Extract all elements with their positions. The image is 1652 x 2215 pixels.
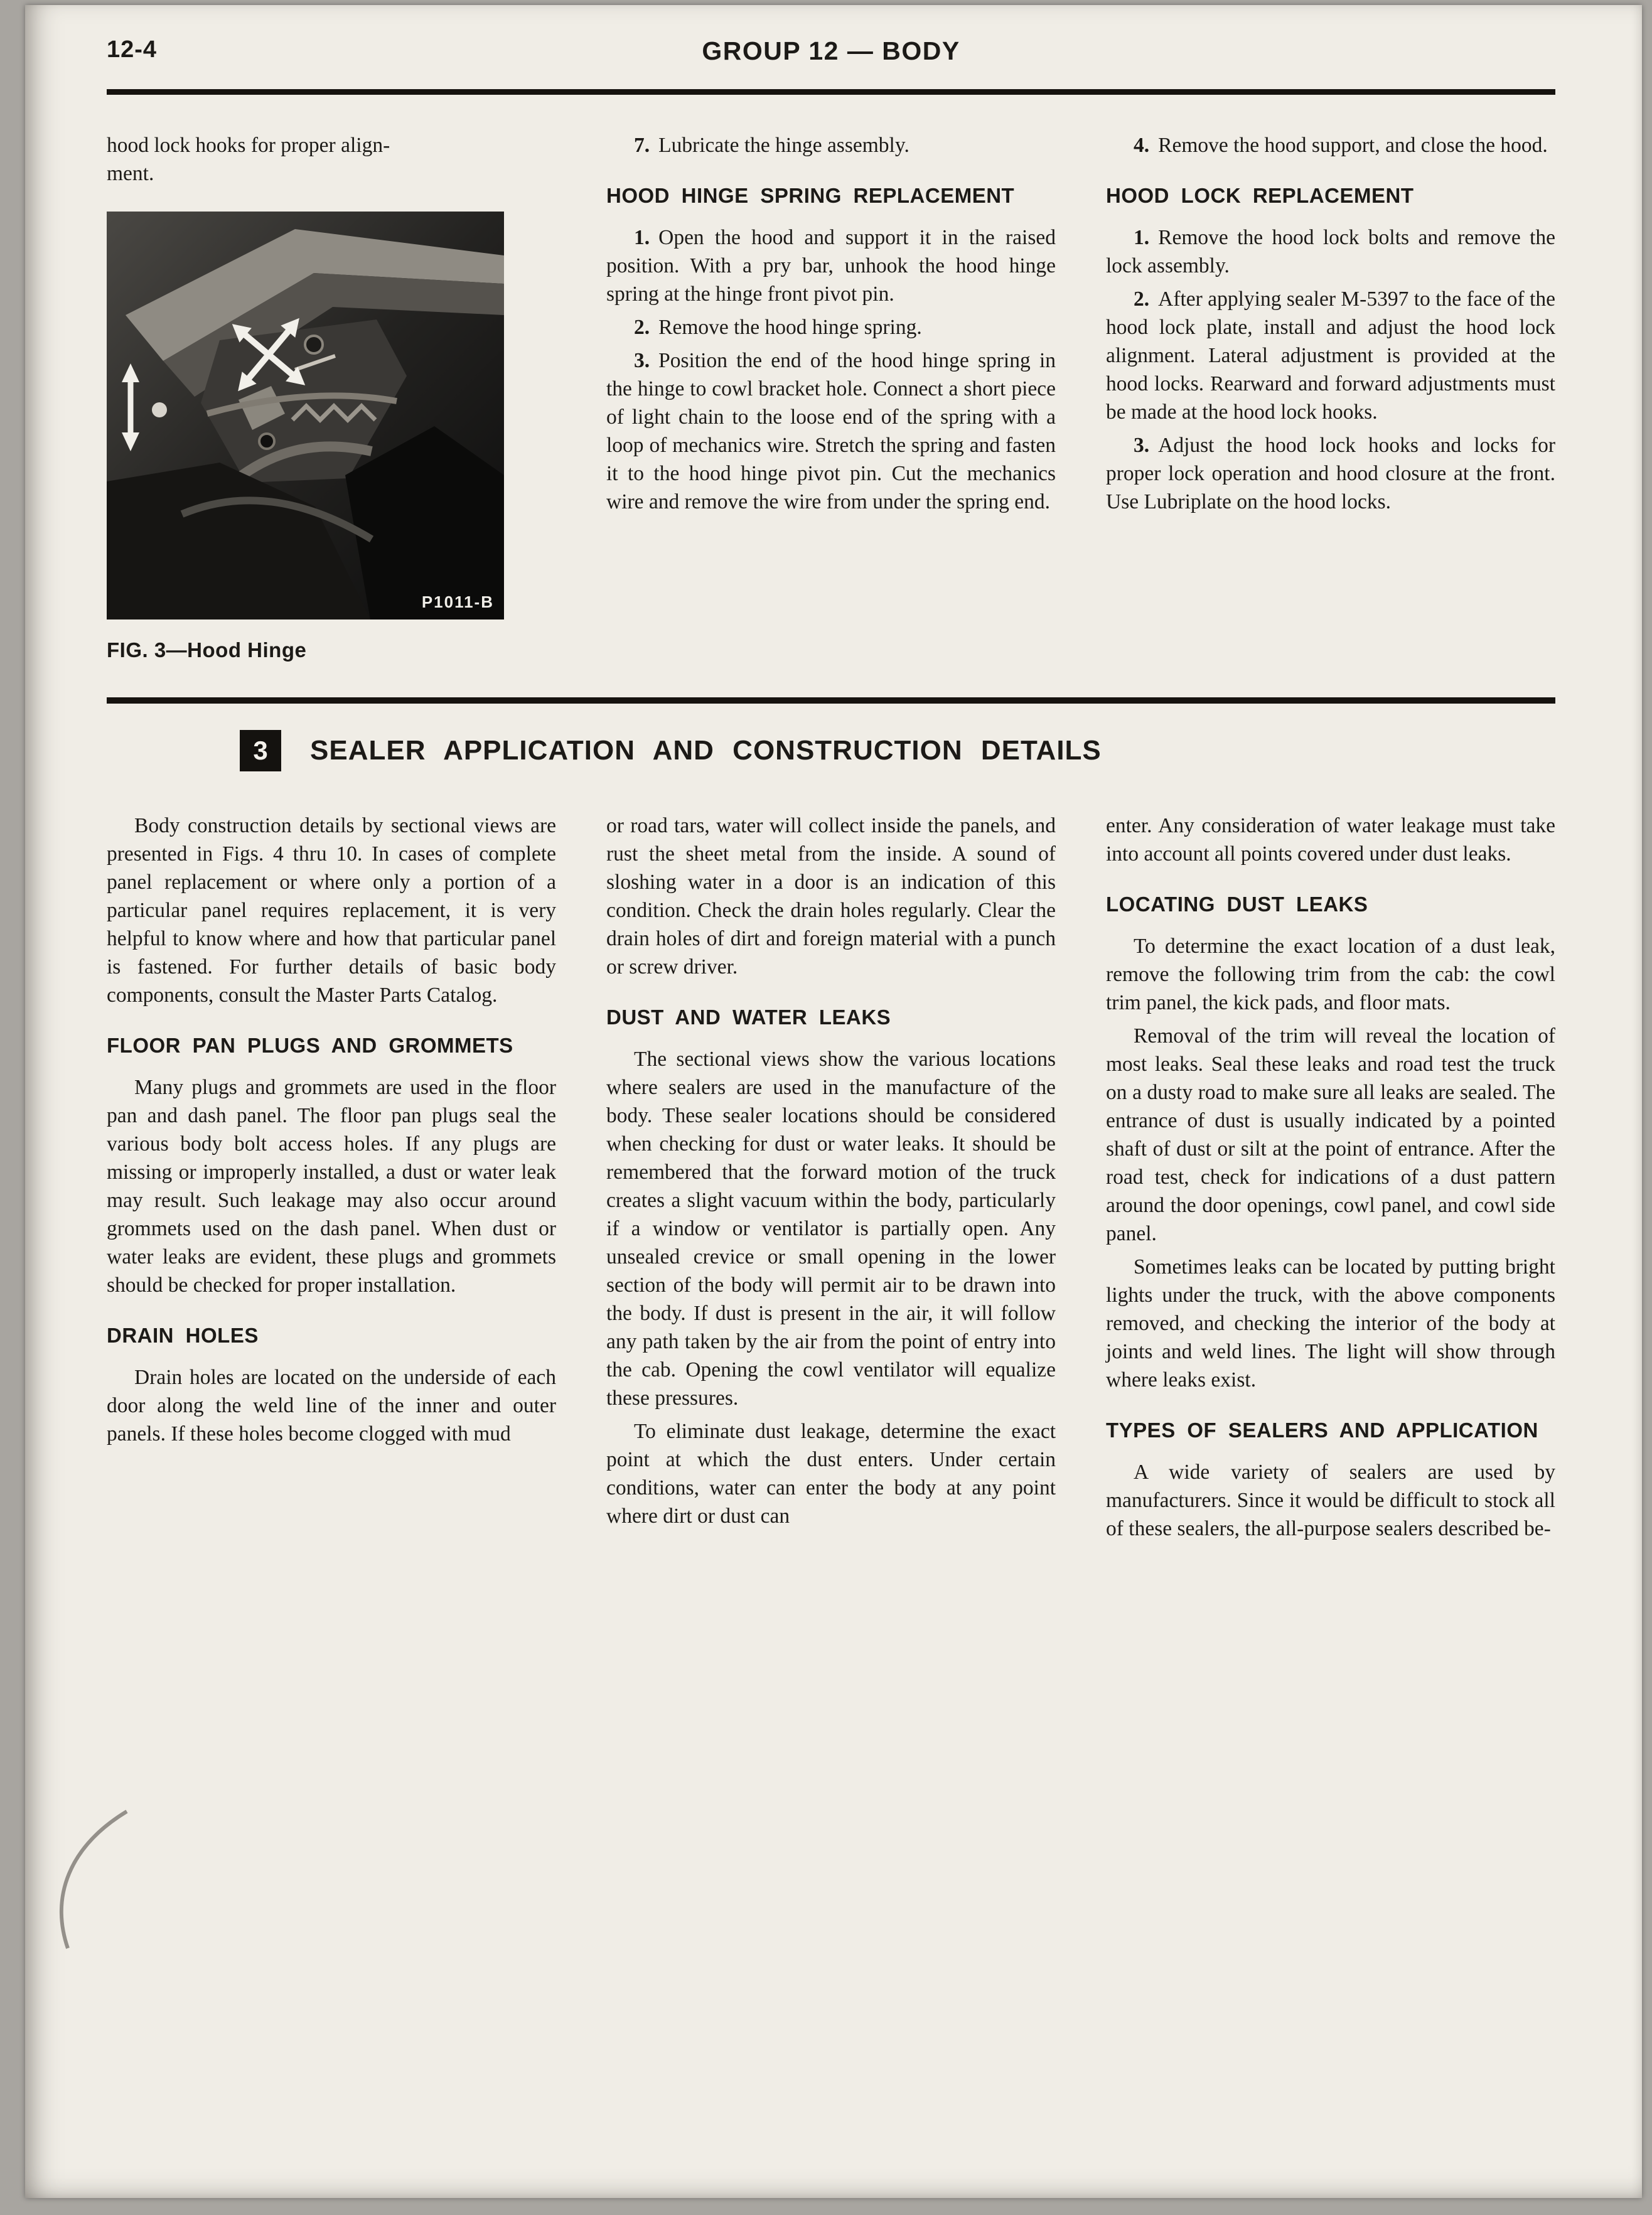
top-section <box>107 131 1555 662</box>
step-number: 7. <box>634 134 650 157</box>
page-header <box>107 36 1555 82</box>
step-text: Remove the hood lock bolts and remove the lock assembly. <box>1106 226 1555 277</box>
column-heading-locating-dust-leaks: LOCATING DUST LEAKS <box>1106 893 1368 916</box>
step-number: 4. <box>1134 134 1150 157</box>
sealer-section <box>107 812 1555 1548</box>
step-text: Adjust the hood lock hooks and locks for proper lock operation and hood closure at the front. Use Lubriplate on the hood locks. <box>1106 434 1555 513</box>
step-number: 2. <box>634 316 650 339</box>
body-paragraph: or road tars, water will collect inside the panels, and rust the sheet metal from the inside. A sound of sloshing water in a door is an indication of this condition. Check the drain holes regularly. Clear the drain holes of dirt and foreign material with a punch or screw driver. <box>606 814 1056 979</box>
step-paragraph <box>606 313 1056 341</box>
column-heading-floor-pan-plugs: FLOOR PAN PLUGS AND GROMMETS <box>107 1034 513 1057</box>
step-text: Open the hood and support it in the raised position. With a pry bar, unhook the hood hinge spring at the hinge front pivot pin. <box>606 226 1056 306</box>
step-number: 3. <box>1134 434 1150 457</box>
column-heading-hood-hinge-spring: HOOD HINGE SPRING REPLACEMENT <box>606 184 1015 207</box>
body-paragraph: To eliminate dust leakage, determine the exact point at which the dust enters. Under certain conditions, water can enter the body at any point where dirt or dust can <box>606 1420 1056 1528</box>
step-number: 2. <box>1134 287 1150 311</box>
body-paragraph: To determine the exact location of a dust leak, remove the following trim from the cab: the cowl trim panel, the kick pads, and floor mats. <box>1106 935 1555 1014</box>
body-paragraph: A wide variety of sealers are used by manufacturers. Since it would be difficult to stock all of these sealers, the all-purpose sealers described be- <box>1106 1461 1555 1540</box>
top-column-3 <box>1106 131 1555 662</box>
figure-photo-label: P1011-B <box>421 593 494 611</box>
continuation-paragraph <box>107 131 556 188</box>
continuation-line-2: ment. <box>107 162 154 185</box>
section-title: SEALER APPLICATION AND CONSTRUCTION DETAILS <box>310 735 1102 766</box>
step-text: Lubricate the hinge assembly. <box>658 134 909 157</box>
step-paragraph <box>1106 131 1555 159</box>
step-text: After applying sealer M-5397 to the face of the hood lock plate, install and adjust the hood lock alignment. Lateral adjustment is provided at the hood locks. Rearward and forward adjustments must be made at the hood lock hooks. <box>1106 287 1555 424</box>
body-paragraph: Sometimes leaks can be located by putting bright lights under the truck, with the above components removed, and checking the interior of the body at joints and weld lines. The light will show through where leaks exist. <box>1106 1255 1555 1392</box>
manual-page <box>25 5 1642 2198</box>
step-text: Remove the hood hinge spring. <box>658 316 922 339</box>
sealer-column-2 <box>606 812 1056 1548</box>
step-paragraph <box>1106 223 1555 280</box>
figure-caption: FIG. 3—Hood Hinge <box>107 638 307 662</box>
section-heading <box>107 730 1555 771</box>
page-curl <box>33 1808 133 1952</box>
body-paragraph: Body construction details by sectional views are presented in Figs. 4 thru 10. In cases of complete panel replacement or where only a portion of a particular panel requires replacement, it is very helpful to know where and how that particular panel is fastened. For further details of basic body components, consult the Master Parts Catalog. <box>107 814 556 1007</box>
step-number: 3. <box>634 349 650 372</box>
column-heading-drain-holes: DRAIN HOLES <box>107 1324 259 1347</box>
step-paragraph <box>1106 285 1555 426</box>
body-paragraph: Drain holes are located on the underside of each door along the weld line of the inner and outer panels. If these holes become clogged with mud <box>107 1366 556 1445</box>
header-rule <box>107 89 1555 95</box>
sealer-column-3 <box>1106 812 1555 1548</box>
page-content <box>107 36 1555 1548</box>
step-number: 1. <box>1134 226 1150 249</box>
column-heading-dust-water-leaks: DUST AND WATER LEAKS <box>606 1006 891 1029</box>
page-title: GROUP 12 — BODY <box>702 36 960 65</box>
step-paragraph <box>606 223 1056 308</box>
top-column-2 <box>606 131 1056 662</box>
column-heading-hood-lock: HOOD LOCK REPLACEMENT <box>1106 184 1414 207</box>
step-paragraph <box>606 346 1056 516</box>
figure-hood-hinge <box>107 212 556 662</box>
grease-fitting-highlight <box>152 402 167 417</box>
section-number-box: 3 <box>240 730 281 771</box>
column-heading-types-of-sealers: TYPES OF SEALERS AND APPLICATION <box>1106 1419 1538 1442</box>
body-paragraph: The sectional views show the various locations where sealers are used in the manufacture of the body. These sealer locations should be considered when checking for dust or water leaks. It should be remembered that the forward motion of the truck creates a slight vacuum within the body, particularly if a window or ventilator is partially open. Any unsealed crevice or small opening in the lower section of the body will permit air to be drawn into the body. If dust is present in the air, it will follow any path taken by the air from the point of entry into the cab. Opening the cowl ventilator will equalize these pressures. <box>606 1048 1056 1410</box>
section-rule <box>107 697 1555 704</box>
page-number: 12-4 <box>107 36 158 63</box>
step-paragraph <box>606 131 1056 159</box>
body-paragraph: Many plugs and grommets are used in the floor pan and dash panel. The floor pan plugs seal the various body bolt access holes. If any plugs are missing or improperly installed, a dust or water leak may result. Such leakage may also occur around grommets used on the dash panel. When dust or water leaks are evident, these plugs and grommets should be checked for proper installation. <box>107 1076 556 1297</box>
sealer-column-1 <box>107 812 556 1548</box>
step-paragraph <box>1106 431 1555 516</box>
continuation-line-1: hood lock hooks for proper align- <box>107 134 390 157</box>
body-paragraph: enter. Any consideration of water leakage must take into account all points covered under dust leaks. <box>1106 814 1555 866</box>
hood-hinge-photo-art <box>107 212 504 619</box>
figure-photo <box>107 212 504 619</box>
step-text: Position the end of the hood hinge spring in the hinge to cowl bracket hole. Connect a short piece of light chain to the loose end of the spring with a loop of mechanics wire. Stretch the spring and fasten it to the hood hinge pivot pin. Cut the mechanics wire and remove the wire from under the spring end. <box>606 349 1056 513</box>
body-paragraph: Removal of the trim will reveal the location of most leaks. Seal these leaks and road test the truck on a dusty road to make sure all leaks are sealed. The entrance of dust is usually indicated by a pointed shaft of dust or silt at the point of entrance. After the road test, check for indications of a dust pattern around the door openings, cowl panel, and cowl side panel. <box>1106 1024 1555 1245</box>
step-text: Remove the hood support, and close the hood. <box>1158 134 1548 157</box>
top-column-1 <box>107 131 556 662</box>
step-number: 1. <box>634 226 650 249</box>
